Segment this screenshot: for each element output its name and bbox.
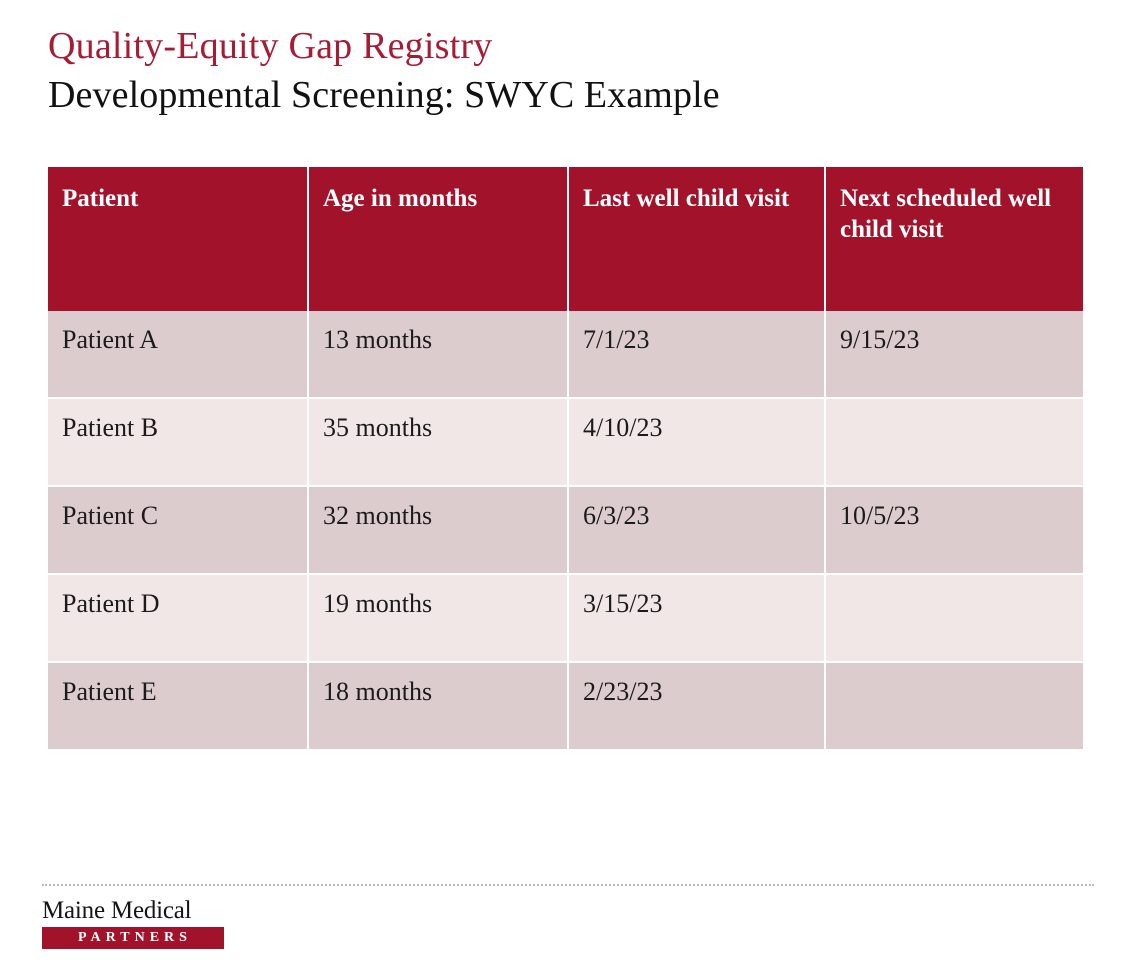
- cell-last-visit: 4/10/23: [568, 398, 825, 486]
- cell-next-visit: 10/5/23: [825, 486, 1083, 574]
- column-header-last-well-child-visit: Last well child visit: [568, 167, 825, 311]
- cell-age: 18 months: [308, 662, 568, 749]
- cell-age: 13 months: [308, 311, 568, 398]
- table-row: [48, 311, 1083, 398]
- registry-table: [48, 167, 1083, 749]
- cell-patient: Patient A: [48, 311, 308, 398]
- column-header-age-in-months: Age in months: [308, 167, 568, 311]
- footer-divider: [42, 884, 1094, 886]
- table-header-row: [48, 167, 1083, 311]
- cell-age: 35 months: [308, 398, 568, 486]
- table-row: [48, 486, 1083, 574]
- cell-age: 19 months: [308, 574, 568, 662]
- title-block: [48, 26, 1088, 119]
- page-subtitle: Developmental Screening: SWYC Example: [48, 74, 720, 117]
- cell-last-visit: 7/1/23: [568, 311, 825, 398]
- table-header: [48, 167, 1083, 311]
- cell-last-visit: 3/15/23: [568, 574, 825, 662]
- logo-partners-bar: [42, 927, 224, 949]
- logo-partners-text: PARTNERS: [78, 930, 192, 946]
- cell-last-visit: 6/3/23: [568, 486, 825, 574]
- table-row: [48, 574, 1083, 662]
- cell-next-visit: 9/15/23: [825, 311, 1083, 398]
- cell-next-visit: [825, 574, 1083, 662]
- cell-patient: Patient D: [48, 574, 308, 662]
- page-title: Quality-Equity Gap Registry: [48, 25, 493, 67]
- cell-last-visit: 2/23/23: [568, 662, 825, 749]
- cell-next-visit: [825, 662, 1083, 749]
- table-body: [48, 311, 1083, 749]
- cell-patient: Patient E: [48, 662, 308, 749]
- organization-logo: [42, 898, 272, 949]
- cell-next-visit: [825, 398, 1083, 486]
- table-row: [48, 662, 1083, 749]
- column-header-patient: Patient: [48, 167, 308, 311]
- cell-patient: Patient B: [48, 398, 308, 486]
- cell-patient: Patient C: [48, 486, 308, 574]
- cell-age: 32 months: [308, 486, 568, 574]
- logo-name: Maine Medical: [42, 897, 192, 924]
- column-header-next-scheduled-well-child-visit: Next scheduled well child visit: [825, 167, 1083, 311]
- table-row: [48, 398, 1083, 486]
